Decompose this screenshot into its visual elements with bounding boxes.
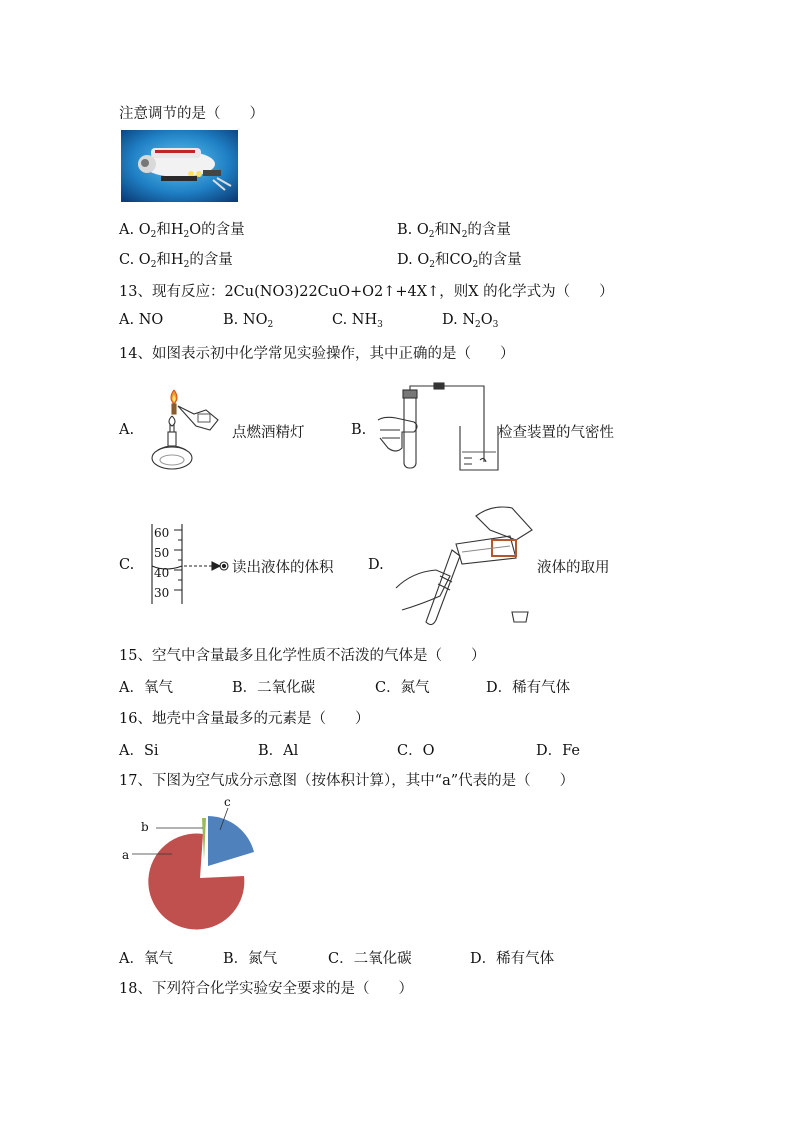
q15-option-d[interactable]: D．稀有气体 <box>486 680 571 696</box>
q13-option-c[interactable]: C. $NH_3$ <box>332 312 383 330</box>
q14-stem: 14、如图表示初中化学常见实验操作，其中正确的是（ ） <box>119 346 515 362</box>
pie-label-a: a <box>122 848 130 862</box>
q14-option-d-caption: 液体的取用 <box>537 560 610 576</box>
tick-label-30: 30 <box>154 586 170 600</box>
q17-option-c[interactable]: C．二氧化碳 <box>328 951 412 967</box>
q17-stem: 17、下图为空气成分示意图（按体积计算），其中“a”代表的是（ ） <box>119 773 575 789</box>
q13-option-b[interactable]: B. $NO_2$ <box>223 312 274 330</box>
q12-option-c[interactable]: C. $O_2$和$H_2$的含量 <box>119 252 233 270</box>
q14-option-b-label[interactable]: B. <box>351 422 367 438</box>
q17-option-d[interactable]: D．稀有气体 <box>470 951 555 967</box>
q16-option-a[interactable]: A．Si <box>119 743 159 759</box>
submarine-image <box>121 130 238 202</box>
q16-option-c[interactable]: C．O <box>397 743 435 759</box>
q15-option-a[interactable]: A．氧气 <box>119 680 173 696</box>
q17-option-a[interactable]: A．氧气 <box>119 951 173 967</box>
q14-option-d-label[interactable]: D. <box>368 557 384 573</box>
q13-option-d[interactable]: D. $N_2O_3$ <box>442 312 499 330</box>
q14-option-c-caption: 读出液体的体积 <box>232 560 334 576</box>
pie-slice-c <box>208 816 254 866</box>
tick-label-50: 50 <box>154 546 170 560</box>
q12-option-d[interactable]: D. $O_2$和$CO_2$的含量 <box>397 252 522 270</box>
tick-label-60: 60 <box>154 526 170 540</box>
q15-option-c[interactable]: C．氮气 <box>375 680 430 696</box>
q12-option-a[interactable]: A. $O_2$和$H_2O$的含量 <box>119 222 245 240</box>
tick-label-40: 40 <box>154 566 170 580</box>
air-composition-pie <box>120 794 260 934</box>
q15-stem: 15、空气中含量最多且化学性质不活泼的气体是（ ） <box>119 648 486 664</box>
q12-option-b[interactable]: B. $O_2$和$N_2$的含量 <box>397 222 511 240</box>
q16-stem: 16、地壳中含量最多的元素是（ ） <box>119 711 370 727</box>
q17-option-b[interactable]: B．氮气 <box>223 951 278 967</box>
liquid-pouring-image <box>392 500 538 630</box>
q16-option-b[interactable]: B．Al <box>258 743 299 759</box>
q14-option-a-label[interactable]: A. <box>119 422 135 438</box>
q16-option-d[interactable]: D．Fe <box>536 743 580 759</box>
airtightness-apparatus-image <box>376 382 504 474</box>
q18-stem: 18、下列符合化学实验安全要求的是（ ） <box>119 981 413 997</box>
q13-option-a[interactable]: A. NO <box>119 312 164 328</box>
q12-stem-tail: 注意调节的是（ ） <box>119 106 264 122</box>
alcohol-lamp-image <box>148 386 230 474</box>
q13-stem: 13、现有反应：2Cu(NO3)22CuO+O2↑+4X↑，则X 的化学式为（ ） <box>119 284 614 300</box>
q14-option-c-label[interactable]: C. <box>119 557 135 573</box>
pie-label-b: b <box>141 820 149 834</box>
pie-label-c: c <box>224 795 231 809</box>
q14-option-b-caption: 检查装置的气密性 <box>498 425 614 441</box>
q15-option-b[interactable]: B．二氧化碳 <box>232 680 316 696</box>
q14-option-a-caption: 点燃酒精灯 <box>232 425 305 441</box>
